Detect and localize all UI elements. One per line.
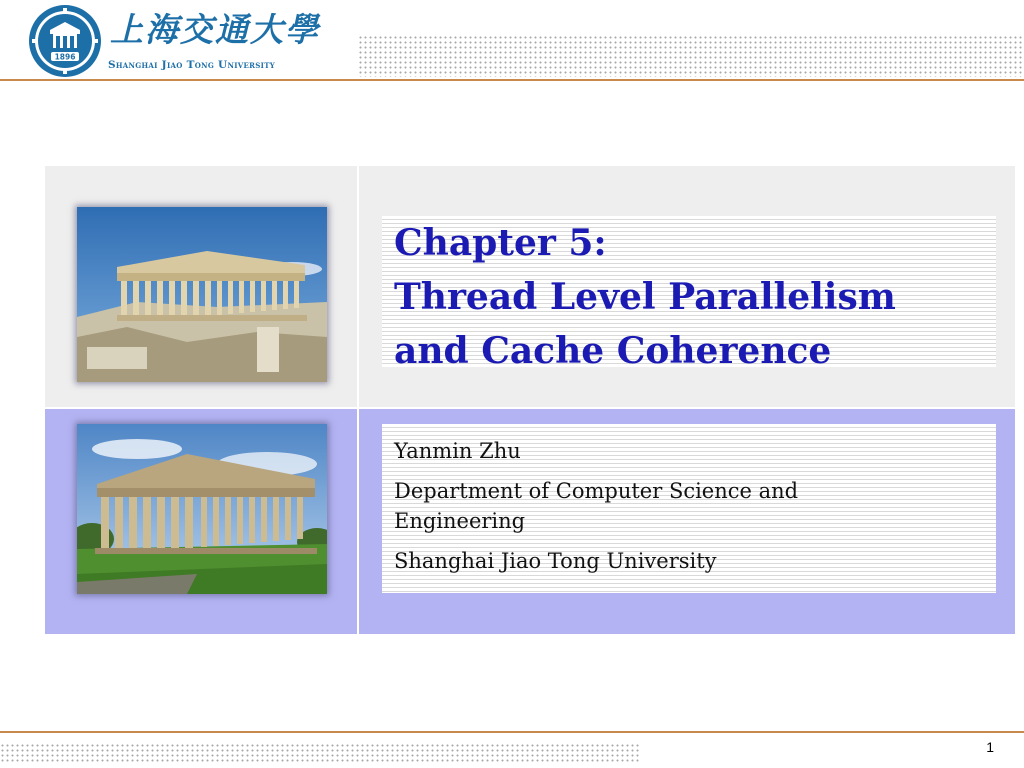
column-divider [357, 166, 359, 634]
author-panel [382, 424, 996, 593]
university-seal-icon [28, 4, 102, 78]
title-line-2: Thread Level Parallelism [394, 276, 896, 318]
department-line-2: Engineering [394, 509, 526, 533]
seal-year: 1896 [54, 52, 76, 62]
university-name-english: Shanghai Jiao Tong University [108, 59, 275, 71]
author-name: Yanmin Zhu [394, 439, 521, 463]
department-line-1: Department of Computer Science and [394, 479, 799, 503]
parthenon-replica-photo [77, 424, 327, 594]
author-info [394, 436, 984, 576]
institution-name: Shanghai Jiao Tong University [394, 549, 717, 573]
header-dot-pattern [358, 35, 1024, 77]
header-rule [0, 79, 1024, 81]
row-divider [45, 407, 1015, 409]
university-name-chinese: 上海交通大學 [110, 10, 320, 49]
title-table [45, 166, 1015, 634]
page-number: 1 [986, 739, 994, 755]
footer-dot-pattern [0, 743, 640, 763]
parthenon-ruins-photo [77, 207, 327, 382]
title-line-1: Chapter 5: [394, 222, 607, 264]
title-panel [382, 216, 996, 372]
footer-rule [0, 731, 1024, 733]
title-line-3: and Cache Coherence [394, 330, 832, 372]
university-logo [28, 4, 328, 78]
slide-title [394, 216, 896, 378]
